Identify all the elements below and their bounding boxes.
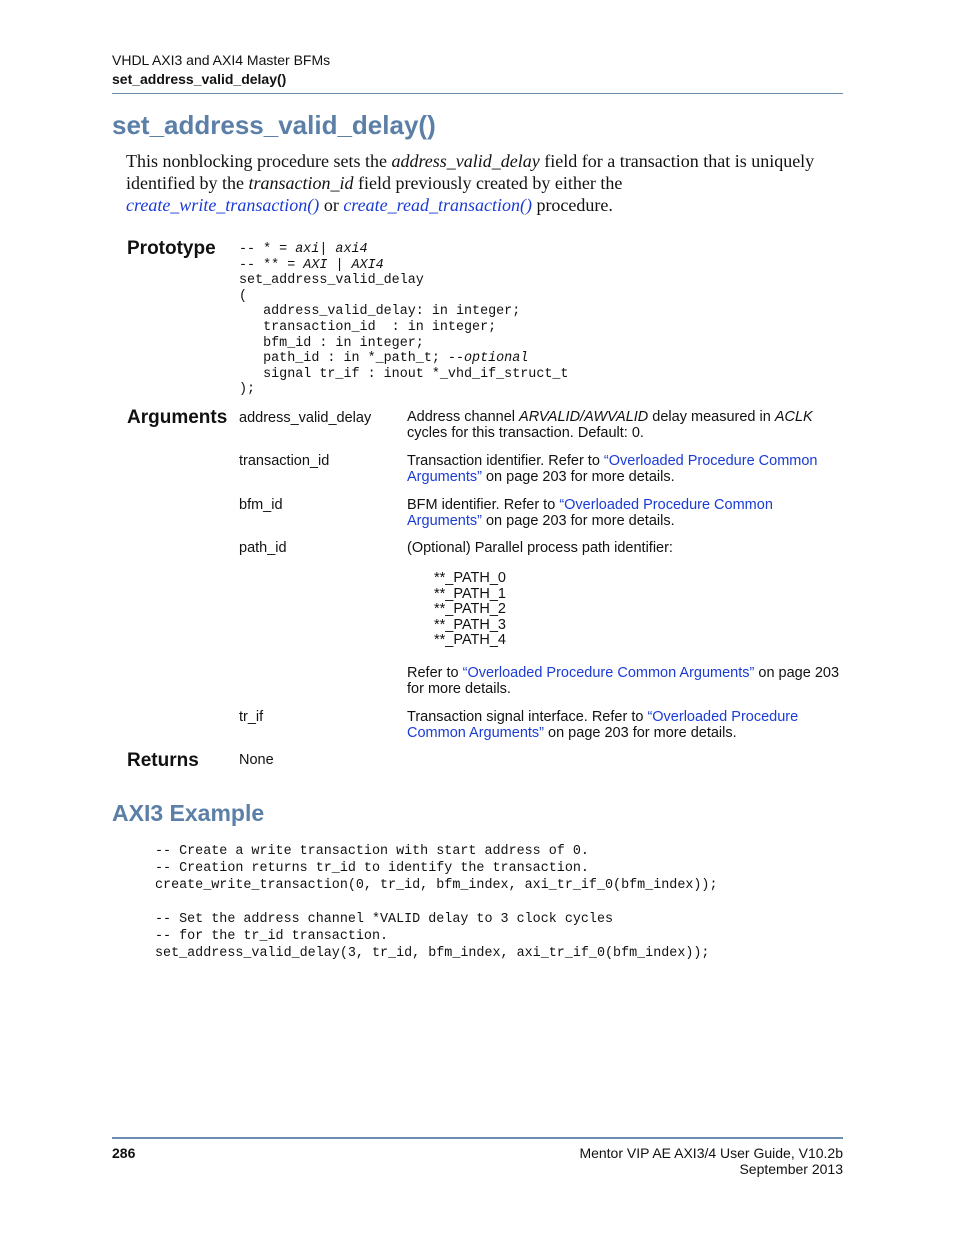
code-comment-italic: AXI | AXI4 [303,257,384,273]
arg-desc-address-valid-delay [407,409,847,441]
footer-rule [112,1137,843,1139]
desc-text: Transaction identifier. Refer to [407,453,604,469]
code-line: ); [239,382,256,398]
code-line: bfm_id : in integer; [239,335,424,351]
intro-field-transaction-id: transaction_id [248,173,354,193]
code-comment: -- * = [239,242,296,257]
code-line: address_valid_delay: in integer; [239,304,521,320]
arg-name-path-id: path_id [239,540,287,556]
code-line: path_id : in *_path_t; -- [239,351,464,367]
arg-desc-path-id: (Optional) Parallel process path identifier: [407,540,673,556]
arg-desc-path-id-reference [407,665,847,697]
intro-field-address-valid-delay: address_valid_delay [391,151,540,171]
footer-info [579,1145,843,1177]
intro-text: or [319,195,344,215]
code-line: ( [239,288,248,304]
arg-name-transaction-id: transaction_id [239,453,330,469]
code-line: set_address_valid_delay [239,273,424,289]
path-value: **_PATH_1 [434,585,506,602]
link-overloaded-procedure-common-arguments[interactable]: “Overloaded Procedure Common Arguments” [462,665,755,681]
desc-text: BFM identifier. Refer to [407,497,560,513]
desc-text: on page 203 for more details. [481,469,675,485]
arg-desc-bfm-id [407,497,847,529]
running-header-section: set_address_valid_delay() [112,71,287,87]
returns-label: Returns [127,750,199,771]
path-value: **_PATH_0 [434,570,506,586]
path-value: **_PATH_3 [434,616,506,633]
running-header-chapter: VHDL AXI3 and AXI4 Master BFMs [112,52,331,68]
desc-text: on page 203 for more details. [481,513,675,529]
code-comment-italic: optional [464,351,529,367]
header-rule [112,93,843,94]
intro-text: This nonblocking procedure sets the [126,151,392,171]
desc-text: delay measured in [648,409,775,425]
intro-text: procedure. [531,195,613,215]
desc-text: Address channel [407,409,520,425]
path-id-values [434,571,506,649]
arg-name-address-valid-delay: address_valid_delay [239,410,372,426]
example-heading: AXI3 Example [112,800,265,826]
intro-paragraph [126,150,846,216]
desc-text: cycles for this transaction. Default: 0. [407,425,644,441]
prototype-label: Prototype [127,238,216,259]
prototype-code [239,242,568,398]
link-overloaded-procedure-common-arguments[interactable]: “Overloaded Procedure Common Arguments” [407,709,799,741]
link-overloaded-procedure-common-arguments[interactable]: “Overloaded Procedure Common Arguments” [407,497,773,529]
desc-text: on page 203 for more details. [407,665,840,697]
code-line: transaction_id : in integer; [239,319,497,335]
arg-name-bfm-id: bfm_id [239,497,283,513]
desc-text: on page 203 for more details. [544,725,737,741]
page-number: 286 [112,1145,136,1161]
arg-name-tr-if: tr_if [239,709,264,725]
desc-signal: ARVALID/AWVALID [519,409,649,425]
code-line: signal tr_if : inout *_vhd_if_struct_t [239,366,569,382]
intro-text: field for a transaction that is uniquely identified by the [126,151,815,193]
link-create-write-transaction[interactable]: create_write_transaction() [126,195,320,215]
code-comment: -- ** = [239,257,304,273]
returns-value: None [239,752,274,768]
desc-text: Transaction signal interface. Refer to [407,709,648,725]
page-title: set_address_valid_delay() [112,110,436,140]
desc-text: Refer to [407,665,463,681]
arg-desc-transaction-id [407,453,847,485]
desc-signal: ACLK [774,409,813,425]
path-value: **_PATH_4 [434,632,506,649]
example-code: -- Create a write transaction with start address of 0. -- Creation returns tr_id to identify the transaction. create_write_transaction(0, tr_id, bfm_index, axi_tr_if_0(bfm_index)); -- Set the address channel *VALID delay to 3 clock cycles -- for the tr_id transaction. set_address_valid_delay(3, tr_id, bfm_index, axi_tr_if_0(bfm_index)); [155,844,718,961]
code-comment-italic: axi| axi4 [295,242,368,257]
link-create-read-transaction[interactable]: create_read_transaction() [343,195,532,215]
link-overloaded-procedure-common-arguments[interactable]: “Overloaded Procedure Common Arguments” [407,453,818,485]
intro-text: field previously created by either the [353,173,623,193]
path-value: **_PATH_2 [434,601,506,618]
footer-date: September 2013 [739,1161,843,1177]
arg-desc-tr-if [407,709,847,741]
arguments-label: Arguments [127,407,228,428]
footer-guide-title: Mentor VIP AE AXI3/4 User Guide, V10.2b [579,1145,843,1161]
